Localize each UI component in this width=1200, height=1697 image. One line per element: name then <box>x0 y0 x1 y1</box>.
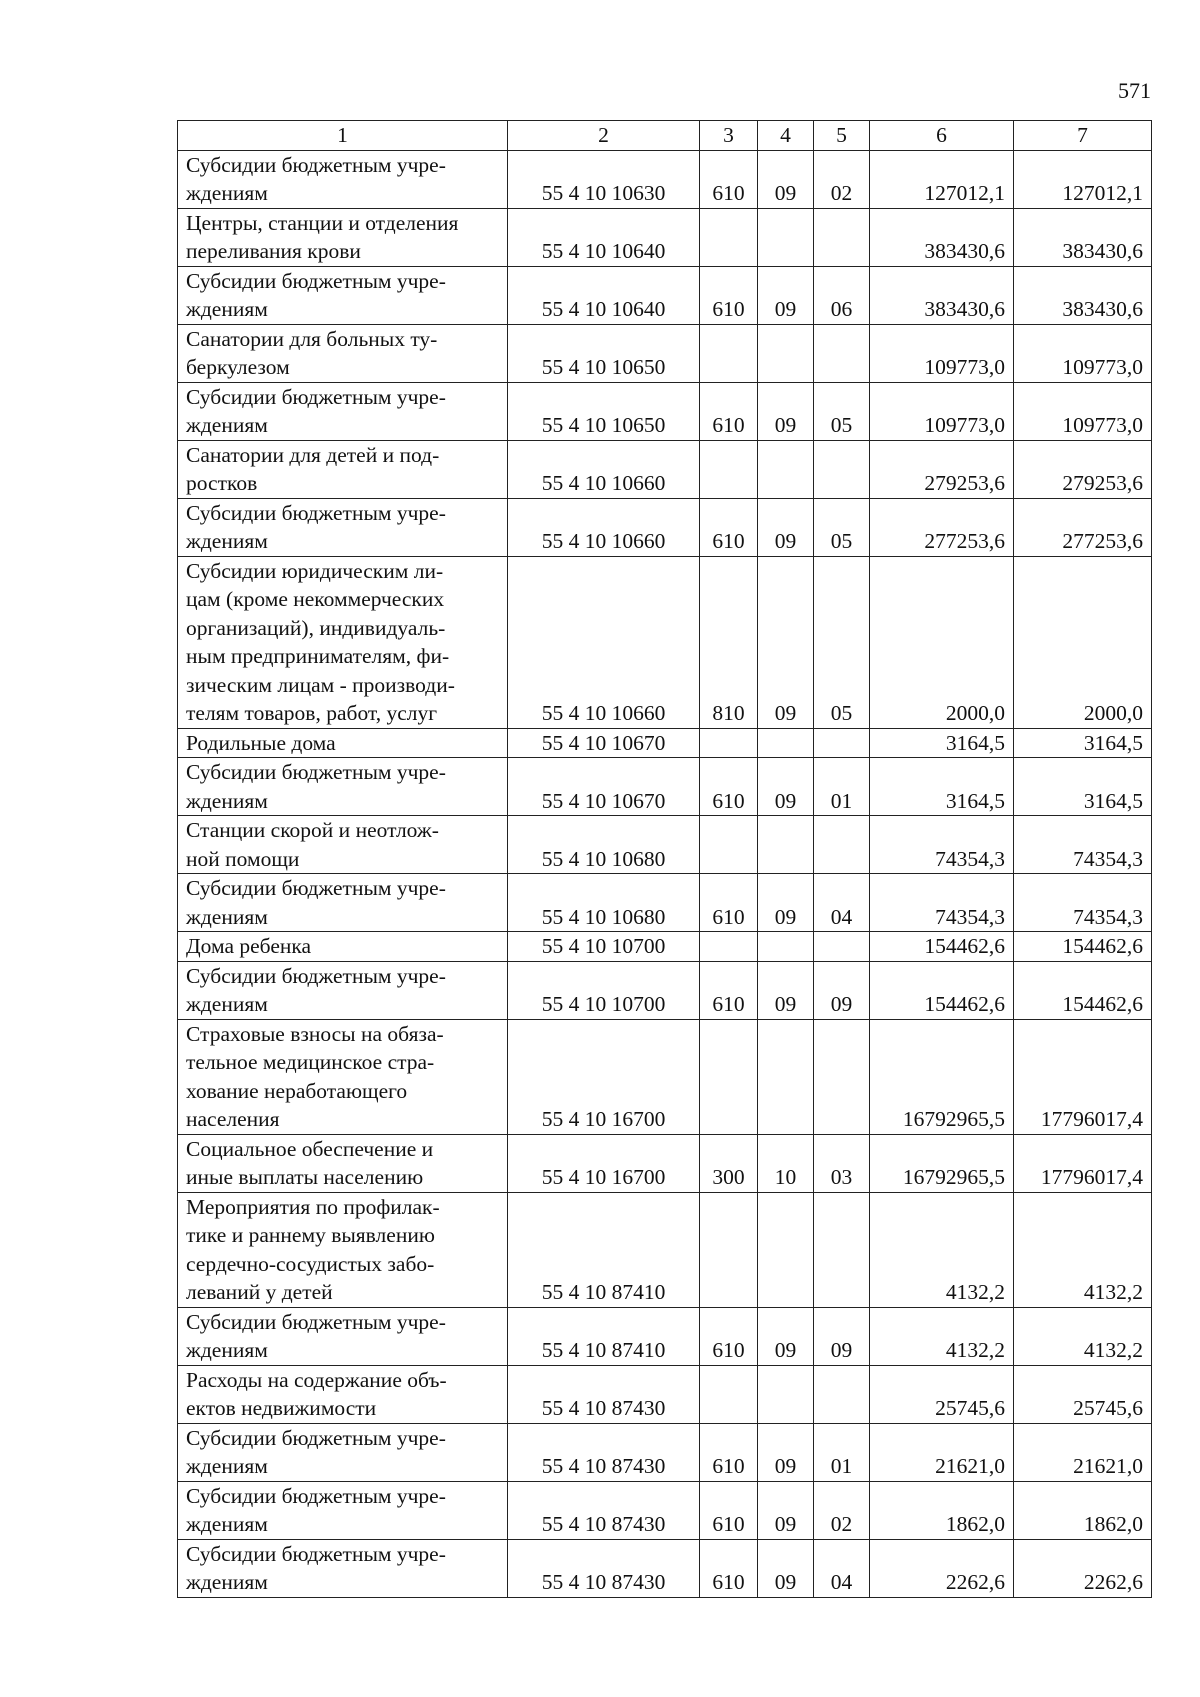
item-name-line: Субсидии юридическим ли- <box>186 558 444 583</box>
cell-expense-type: 610 <box>700 961 758 1019</box>
item-name-line: телям товаров, работ, услуг <box>186 701 438 725</box>
cell-amount-col7: 4132,2 <box>1014 1307 1152 1365</box>
cell-section: 09 <box>758 1539 814 1597</box>
cell-amount-col7: 17796017,4 <box>1014 1019 1152 1134</box>
cell-target-code: 55 4 10 10660 <box>508 556 700 728</box>
item-name-line: иные выплаты населению <box>186 1165 424 1189</box>
cell-amount-col6: 21621,0 <box>870 1423 1014 1481</box>
cell-target-code: 55 4 10 87430 <box>508 1539 700 1597</box>
cell-item-name <box>178 150 508 208</box>
cell-amount-col7: 3164,5 <box>1014 728 1152 758</box>
column-header-7: 7 <box>1014 121 1152 151</box>
cell-amount-col7: 277253,6 <box>1014 498 1152 556</box>
cell-item-name <box>178 1539 508 1597</box>
cell-target-code: 55 4 10 10660 <box>508 440 700 498</box>
cell-target-code: 55 4 10 10660 <box>508 498 700 556</box>
table-row <box>178 1423 1152 1481</box>
item-name-line: ждениям <box>186 992 268 1016</box>
page-number: 571 <box>1118 78 1151 103</box>
cell-amount-col6: 74354,3 <box>870 816 1014 874</box>
item-name-line: Расходы на содержание объ- <box>186 1367 447 1392</box>
cell-subsection: 01 <box>814 1423 870 1481</box>
item-name-line: Станции скорой и неотлож- <box>186 818 439 842</box>
cell-amount-col7: 2000,0 <box>1014 556 1152 728</box>
cell-target-code: 55 4 10 10680 <box>508 874 700 932</box>
cell-section <box>758 440 814 498</box>
cell-item-name <box>178 758 508 816</box>
cell-amount-col6: 3164,5 <box>870 758 1014 816</box>
cell-section <box>758 208 814 266</box>
table-row <box>178 758 1152 816</box>
cell-item-name <box>178 961 508 1019</box>
cell-expense-type: 610 <box>700 498 758 556</box>
cell-section <box>758 1365 814 1423</box>
table-row <box>178 1019 1152 1134</box>
cell-section <box>758 1192 814 1307</box>
cell-amount-col7: 383430,6 <box>1014 208 1152 266</box>
cell-target-code: 55 4 10 87430 <box>508 1423 700 1481</box>
item-name-line: тельное медицинское стра- <box>186 1050 435 1074</box>
cell-subsection <box>814 208 870 266</box>
cell-section: 09 <box>758 1481 814 1539</box>
item-name-line: Социальное обеспечение и <box>186 1136 434 1161</box>
cell-subsection: 01 <box>814 758 870 816</box>
item-name-line: ждениям <box>186 413 268 437</box>
table-row <box>178 1481 1152 1539</box>
cell-expense-type <box>700 1365 758 1423</box>
item-name-line: цам (кроме некоммерческих <box>186 587 445 611</box>
cell-section: 09 <box>758 874 814 932</box>
cell-section: 09 <box>758 382 814 440</box>
cell-item-name <box>178 932 508 962</box>
cell-target-code: 55 4 10 10650 <box>508 382 700 440</box>
cell-amount-col6: 25745,6 <box>870 1365 1014 1423</box>
cell-section <box>758 1019 814 1134</box>
cell-expense-type <box>700 324 758 382</box>
column-header-1: 1 <box>178 121 508 151</box>
item-name-line: Мероприятия по профилак- <box>186 1194 440 1219</box>
cell-amount-col7: 74354,3 <box>1014 816 1152 874</box>
cell-subsection: 05 <box>814 556 870 728</box>
cell-item-name <box>178 1481 508 1539</box>
cell-amount-col7: 127012,1 <box>1014 150 1152 208</box>
cell-target-code: 55 4 10 10640 <box>508 208 700 266</box>
table-row <box>178 208 1152 266</box>
cell-amount-col7: 3164,5 <box>1014 758 1152 816</box>
cell-section <box>758 932 814 962</box>
item-name-line: ждениям <box>186 904 268 929</box>
table-row <box>178 1192 1152 1307</box>
cell-amount-col7: 154462,6 <box>1014 961 1152 1019</box>
column-header-4: 4 <box>758 121 814 151</box>
cell-amount-col7: 4132,2 <box>1014 1192 1152 1307</box>
cell-amount-col6: 1862,0 <box>870 1481 1014 1539</box>
item-name-line: сердечно-сосудистых забо- <box>186 1251 435 1276</box>
table-row <box>178 266 1152 324</box>
cell-item-name <box>178 728 508 758</box>
cell-subsection: 04 <box>814 874 870 932</box>
table-row <box>178 382 1152 440</box>
cell-subsection: 09 <box>814 961 870 1019</box>
cell-expense-type: 610 <box>700 1423 758 1481</box>
cell-target-code: 55 4 10 10680 <box>508 816 700 874</box>
table-row <box>178 932 1152 962</box>
cell-expense-type: 610 <box>700 266 758 324</box>
item-name-line: ектов недвижимости <box>186 1396 377 1420</box>
cell-subsection <box>814 1019 870 1134</box>
item-name-line: Санатории для детей и под- <box>186 442 440 467</box>
cell-item-name <box>178 1192 508 1307</box>
cell-item-name <box>178 1307 508 1365</box>
cell-item-name <box>178 556 508 728</box>
item-name-line: Субсидии бюджетным учре- <box>186 1483 446 1508</box>
cell-amount-col7: 279253,6 <box>1014 440 1152 498</box>
cell-subsection: 04 <box>814 1539 870 1597</box>
cell-expense-type: 610 <box>700 150 758 208</box>
cell-item-name <box>178 1423 508 1481</box>
cell-target-code: 55 4 10 10700 <box>508 932 700 962</box>
cell-expense-type <box>700 208 758 266</box>
cell-amount-col7: 17796017,4 <box>1014 1134 1152 1192</box>
cell-section: 10 <box>758 1134 814 1192</box>
item-name-line: Родильные дома <box>186 730 336 755</box>
cell-item-name <box>178 874 508 932</box>
cell-amount-col7: 2262,6 <box>1014 1539 1152 1597</box>
cell-subsection: 05 <box>814 382 870 440</box>
cell-subsection <box>814 440 870 498</box>
cell-subsection: 03 <box>814 1134 870 1192</box>
item-name-line: Субсидии бюджетным учре- <box>186 384 446 409</box>
cell-subsection: 02 <box>814 1481 870 1539</box>
column-header-5: 5 <box>814 121 870 151</box>
cell-expense-type: 810 <box>700 556 758 728</box>
item-name-line: ждениям <box>186 1338 268 1362</box>
cell-target-code: 55 4 10 87430 <box>508 1365 700 1423</box>
item-name-line: ждениям <box>186 297 268 321</box>
item-name-line: Субсидии бюджетным учре- <box>186 1541 446 1566</box>
cell-amount-col6: 154462,6 <box>870 932 1014 962</box>
cell-amount-col6: 109773,0 <box>870 382 1014 440</box>
header-row <box>178 121 1152 151</box>
item-name-line: ростков <box>186 471 258 495</box>
item-name-line: Страховые взносы на обяза- <box>186 1021 444 1046</box>
cell-subsection <box>814 1192 870 1307</box>
cell-amount-col6: 2262,6 <box>870 1539 1014 1597</box>
cell-expense-type: 610 <box>700 758 758 816</box>
cell-amount-col6: 277253,6 <box>870 498 1014 556</box>
item-name-line: населения <box>186 1107 280 1131</box>
item-name-line: Субсидии бюджетным учре- <box>186 1309 446 1334</box>
cell-expense-type: 300 <box>700 1134 758 1192</box>
item-name-line: леваний у детей <box>186 1280 333 1304</box>
cell-item-name <box>178 208 508 266</box>
cell-expense-type <box>700 932 758 962</box>
column-header-2: 2 <box>508 121 700 151</box>
cell-subsection <box>814 932 870 962</box>
cell-expense-type: 610 <box>700 1481 758 1539</box>
table-row <box>178 1307 1152 1365</box>
item-name-line: переливания крови <box>186 239 361 263</box>
cell-target-code: 55 4 10 10670 <box>508 758 700 816</box>
cell-subsection <box>814 1365 870 1423</box>
item-name-line: тике и раннему выявлению <box>186 1223 435 1247</box>
cell-subsection: 05 <box>814 498 870 556</box>
cell-amount-col6: 16792965,5 <box>870 1134 1014 1192</box>
cell-amount-col7: 1862,0 <box>1014 1481 1152 1539</box>
table-row <box>178 556 1152 728</box>
table-row <box>178 728 1152 758</box>
cell-amount-col7: 109773,0 <box>1014 382 1152 440</box>
cell-amount-col7: 25745,6 <box>1014 1365 1152 1423</box>
cell-section <box>758 728 814 758</box>
cell-amount-col6: 74354,3 <box>870 874 1014 932</box>
item-name-line: ждениям <box>186 529 268 553</box>
table-row <box>178 324 1152 382</box>
item-name-line: Субсидии бюджетным учре- <box>186 500 446 525</box>
cell-amount-col6: 2000,0 <box>870 556 1014 728</box>
cell-section: 09 <box>758 1423 814 1481</box>
cell-section: 09 <box>758 266 814 324</box>
cell-item-name <box>178 382 508 440</box>
cell-section: 09 <box>758 758 814 816</box>
table-row <box>178 816 1152 874</box>
item-name-line: ждениям <box>186 1454 268 1478</box>
cell-expense-type <box>700 1019 758 1134</box>
cell-item-name <box>178 1019 508 1134</box>
cell-expense-type <box>700 728 758 758</box>
cell-item-name <box>178 440 508 498</box>
item-name-line: ным предпринимателям, фи- <box>186 644 450 668</box>
cell-amount-col7: 109773,0 <box>1014 324 1152 382</box>
item-name-line: Субсидии бюджетным учре- <box>186 268 446 293</box>
table-row <box>178 874 1152 932</box>
cell-target-code: 55 4 10 87410 <box>508 1307 700 1365</box>
table-row <box>178 498 1152 556</box>
cell-amount-col7: 383430,6 <box>1014 266 1152 324</box>
table-header <box>178 121 1152 151</box>
cell-item-name <box>178 1134 508 1192</box>
cell-section: 09 <box>758 1307 814 1365</box>
item-name-line: ждениям <box>186 788 268 813</box>
cell-amount-col6: 3164,5 <box>870 728 1014 758</box>
cell-subsection <box>814 728 870 758</box>
cell-subsection: 02 <box>814 150 870 208</box>
cell-amount-col6: 109773,0 <box>870 324 1014 382</box>
cell-amount-col6: 154462,6 <box>870 961 1014 1019</box>
item-name-line: Субсидии бюджетным учре- <box>186 760 446 784</box>
cell-amount-col6: 383430,6 <box>870 208 1014 266</box>
column-header-6: 6 <box>870 121 1014 151</box>
cell-amount-col6: 383430,6 <box>870 266 1014 324</box>
cell-section <box>758 816 814 874</box>
item-name-line: Субсидии бюджетным учре- <box>186 1425 446 1450</box>
item-name-line: Субсидии бюджетным учре- <box>186 963 446 988</box>
cell-item-name <box>178 498 508 556</box>
cell-amount-col7: 21621,0 <box>1014 1423 1152 1481</box>
cell-section: 09 <box>758 556 814 728</box>
cell-expense-type: 610 <box>700 874 758 932</box>
cell-subsection <box>814 816 870 874</box>
cell-amount-col6: 16792965,5 <box>870 1019 1014 1134</box>
cell-amount-col6: 279253,6 <box>870 440 1014 498</box>
item-name-line: хование неработающего <box>186 1078 408 1103</box>
cell-target-code: 55 4 10 10670 <box>508 728 700 758</box>
table-body <box>178 150 1152 1597</box>
table-row <box>178 1134 1152 1192</box>
cell-expense-type <box>700 816 758 874</box>
cell-amount-col6: 127012,1 <box>870 150 1014 208</box>
item-name-line: ной помощи <box>186 846 300 871</box>
cell-expense-type <box>700 440 758 498</box>
cell-amount-col6: 4132,2 <box>870 1192 1014 1307</box>
cell-target-code: 55 4 10 10650 <box>508 324 700 382</box>
table-row <box>178 961 1152 1019</box>
cell-target-code: 55 4 10 10700 <box>508 961 700 1019</box>
item-name-line: беркулезом <box>186 355 290 379</box>
budget-table <box>177 120 1152 1598</box>
cell-section: 09 <box>758 961 814 1019</box>
cell-section <box>758 324 814 382</box>
cell-subsection: 09 <box>814 1307 870 1365</box>
cell-target-code: 55 4 10 10630 <box>508 150 700 208</box>
cell-expense-type <box>700 1192 758 1307</box>
cell-amount-col7: 74354,3 <box>1014 874 1152 932</box>
cell-item-name <box>178 324 508 382</box>
item-name-line: ждениям <box>186 181 268 205</box>
column-header-3: 3 <box>700 121 758 151</box>
item-name-line: зическим лицам - производи- <box>186 672 455 697</box>
cell-expense-type: 610 <box>700 382 758 440</box>
cell-item-name <box>178 1365 508 1423</box>
cell-subsection: 06 <box>814 266 870 324</box>
cell-section: 09 <box>758 498 814 556</box>
item-name-line: Санатории для больных ту- <box>186 326 438 351</box>
cell-target-code: 55 4 10 16700 <box>508 1019 700 1134</box>
cell-section: 09 <box>758 150 814 208</box>
item-name-line: ждениям <box>186 1512 268 1536</box>
table-row <box>178 440 1152 498</box>
item-name-line: Центры, станции и отделения <box>186 210 459 235</box>
table-row <box>178 150 1152 208</box>
cell-target-code: 55 4 10 10640 <box>508 266 700 324</box>
table-row <box>178 1539 1152 1597</box>
cell-subsection <box>814 324 870 382</box>
cell-target-code: 55 4 10 16700 <box>508 1134 700 1192</box>
cell-item-name <box>178 266 508 324</box>
cell-expense-type: 610 <box>700 1539 758 1597</box>
cell-item-name <box>178 816 508 874</box>
item-name-line: ждениям <box>186 1570 268 1594</box>
item-name-line: Дома ребенка <box>186 934 312 958</box>
item-name-line: Субсидии бюджетным учре- <box>186 152 446 177</box>
cell-expense-type: 610 <box>700 1307 758 1365</box>
cell-target-code: 55 4 10 87410 <box>508 1192 700 1307</box>
cell-amount-col6: 4132,2 <box>870 1307 1014 1365</box>
cell-target-code: 55 4 10 87430 <box>508 1481 700 1539</box>
item-name-line: организаций), индивидуаль- <box>186 615 446 640</box>
table-row <box>178 1365 1152 1423</box>
cell-amount-col7: 154462,6 <box>1014 932 1152 962</box>
item-name-line: Субсидии бюджетным учре- <box>186 876 446 900</box>
